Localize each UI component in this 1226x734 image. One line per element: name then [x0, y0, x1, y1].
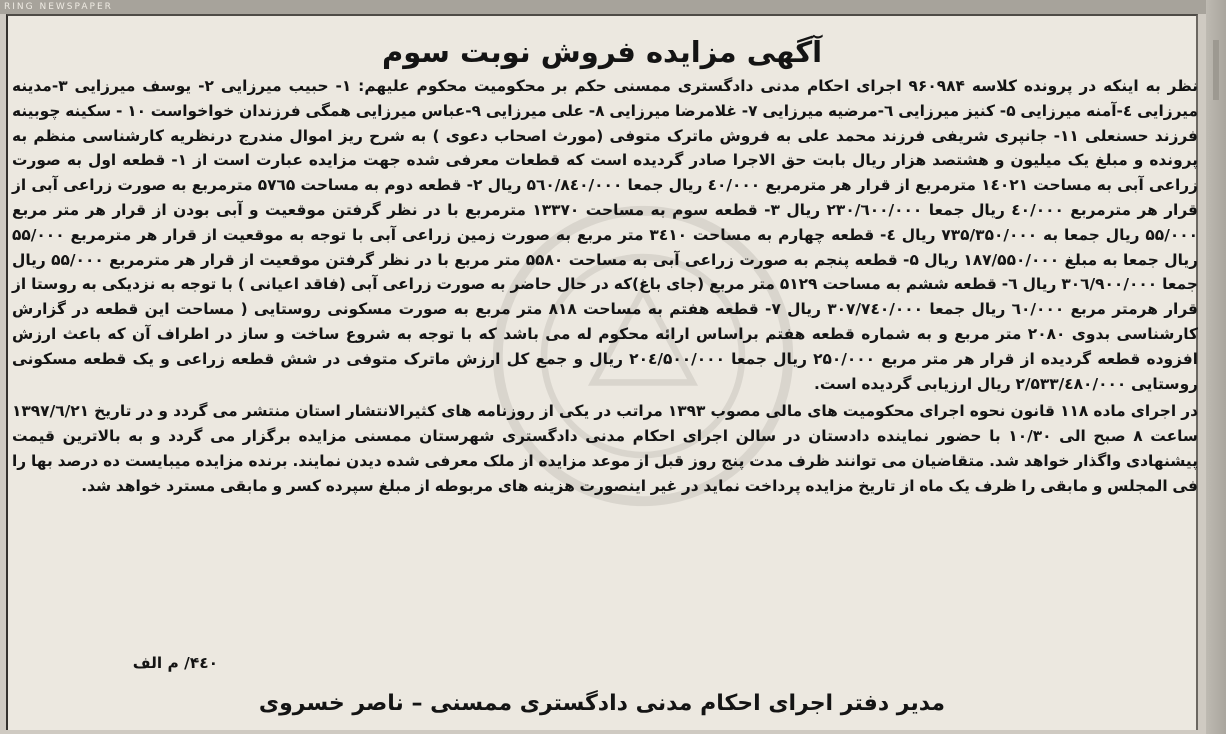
property-description-paragraph: نظر به اینکه در پرونده کلاسه ۹۶۰۹۸۴ اجرای احکام مدنی دادگستری ممسنی حکم بر محکومیت محکوم علیهم: ۱- حبیب میرزایی ۲- یوسف میرزایی ۳-مدینه میرزایی ٤-آمنه میرزایی ۵- کنیز میرزایی ٦-مرضیه میرزایی ۷- غلامرضا میرزایی ۸- علی میرزایی ۹-عباس میرزایی همگی فرزندان خواخواست ۱۰ - سکینه چوبینه فرزند حسنعلی ۱۱- جانپری شریفی فرزند محمد علی به فروش ماترک متوفی (مورث اصحاب دعوی ) به شرح ریز اموال مندرج درنظریه کارشناسی منظم به پرونده و مبلغ یک میلیون و هشتصد هزار ریال بابت حق الاجرا صادر گردیده است که قطعات معرفی شده جهت مزایده عبارت است از ۱- قطعه اول به صورت زراعی آبی به مساحت ۱٤۰۲۱ مترمربع از قرار هر مترمربع ٤۰/۰۰۰ ریال جمعا ۵٦۰/۸٤۰/۰۰۰ ریال ۲- قطعه دوم به مساحت ۵۷٦۵ مترمربع به صورت زراعی آبی از قرار هر مترمربع ٤۰/۰۰۰ ریال جمعا ۲۳۰/٦۰۰/۰۰۰ ریال ۳- قطعه سوم به مساحت ۱۳۳۷۰ مترمربع با در نظر گرفتن موقعیت و آبی بودن از قرار هر متر مربع ۵۵/۰۰۰ ریال جمعا به ۷۳۵/۳۵۰/۰۰۰ ریال ٤- قطعه چهارم به مساحت ۳٤۱۰ متر مربع به صورت زمین زراعی آبی با توجه به موقعیت از قرار هر مترمربع ۵۵/۰۰۰ ریال جمعا به مبلغ ۱۸۷/۵۵۰/۰۰۰ ریال ۵- قطعه پنجم به صورت زراعی آبی به مساحت ۵۵۸۰ متر مربع با در نظر گرفتن موقعیت از قرار هر مترمربع ۵۵/۰۰۰ ریال جمعا ۳۰٦/۹۰۰/۰۰۰ ریال ٦- قطعه ششم به مساحت ۵۱۲۹ متر مربع (جای باغ)که در حال حاضر به صورت زراعی آبی (فاقد اعیانی ) با توجه به نزدیکی به روستا از قرار هرمتر مربع ٦۰/۰۰۰ ریال جمعا ۳۰۷/۷٤۰/۰۰۰ ریال ۷- قطعه هفتم به مساحت ۸۱۸ متر مربع به صورت مسکونی روستایی ( مساحت این قطعه در گزارش کارشناسی بدوی ۲۰۸۰ متر مربع و به شماره قطعه هفتم براساس ارائه محکوم له می باشد که با توجه به شروع ساخت و ساز در اطراف آن که باعث ارزش افزوده قطعه گردیده از قرار هر متر مربع ۲۵۰/۰۰۰ ریال جمعا ۲۰٤/۵۰۰/۰۰۰ ریال و جمع کل ارزش ماترک متوفی در شش قطعه زراعی و یک قطعه مسکونی روستایی ۲/۵۳۳/٤۸۰/۰۰۰ ریال ارزیابی گردیده است.: [12, 77, 1199, 393]
advertisement-code: ۴٤۰/ م الف: [132, 654, 218, 672]
newspaper-header-strip: [0, 0, 1226, 14]
advertisement-body: [12, 74, 1198, 499]
newspaper-masthead: RING NEWSPAPER: [4, 2, 113, 12]
auction-terms-paragraph: در اجرای ماده ۱۱۸ قانون نحوه اجرای محکومیت های مالی مصوب ۱۳۹۳ مراتب در یکی از روزنامه های کثیرالانتشار استان منتشر می گردد و در تاریخ ۱۳۹۷/٦/۲۱ ساعت ۸ صبح الی ۱۰/۳۰ با حضور نماینده دادستان در سالن اجرای احکام مدنی دادگستری شهرستان ممسنی مزایده برگزار می گردد و به بالاترین قیمت پیشنهادی واگذار خواهد شد. متقاضیان می توانند ظرف مدت پنج روز قبل از موعد مزایده از ملک معرفی شده دیدن نمایند. برنده مزایده میبایست ده درصد بها را فی المجلس و مابقی را ظرف یک ماه از تاریخ مزایده پرداخت نماید در غیر اینصورت هزینه های مربوطه از مبلغ سپرده کسر و مابقی مسترد خواهد شد.: [12, 402, 1198, 495]
auction-advertisement: [6, 14, 1198, 730]
advertisement-title: آگهی مزایده فروش نوبت سوم: [381, 35, 823, 69]
signature-line: مدیر دفتر اجرای احکام مدنی دادگستری ممسنی – ناصر خسروی: [258, 691, 946, 716]
adjacent-clipping-edge: [1206, 0, 1226, 734]
